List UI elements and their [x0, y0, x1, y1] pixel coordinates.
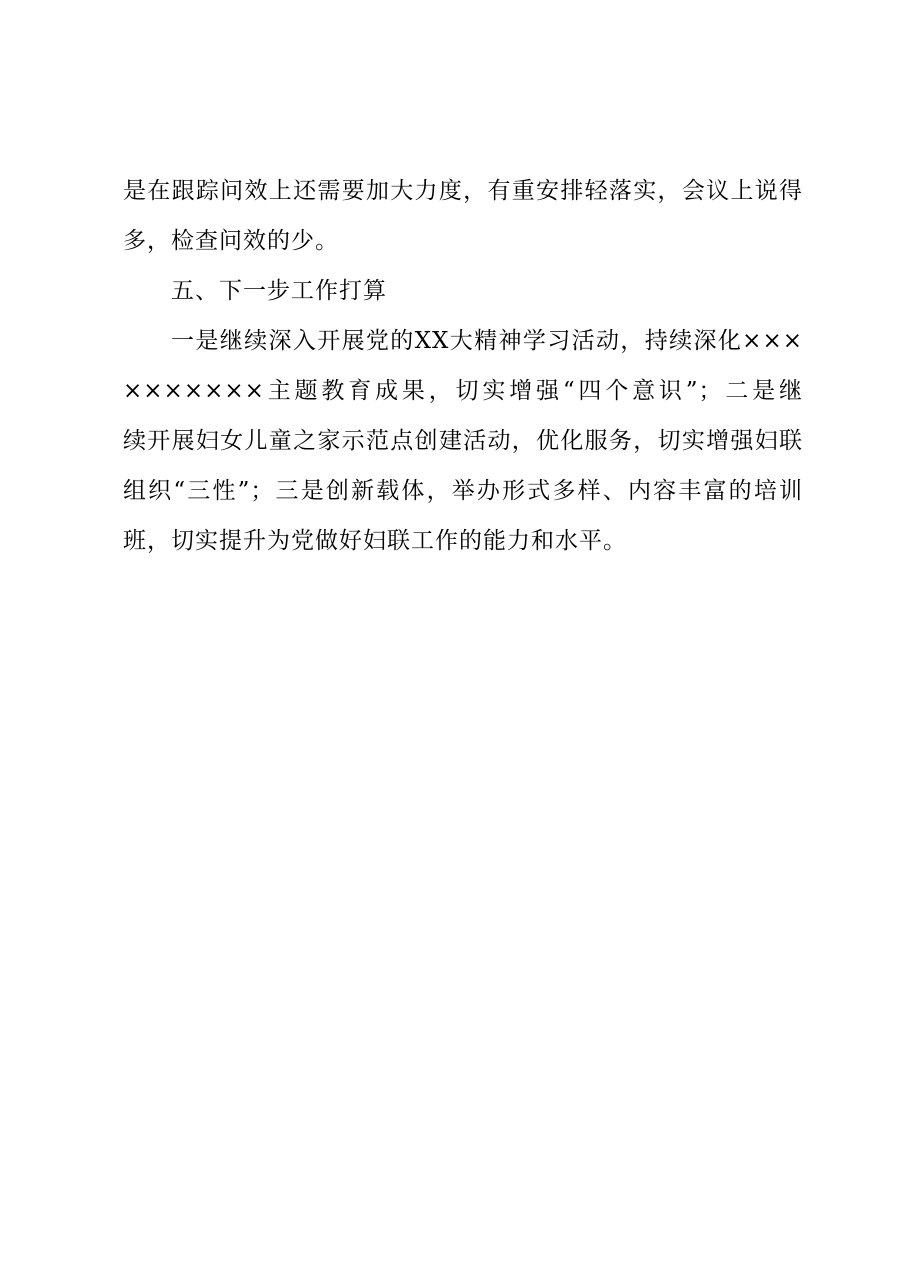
paragraph-line: 续开展妇女儿童之家示范点创建活动，优化服务，切实增强妇联 [123, 428, 803, 454]
section-heading: 五、下一步工作打算 [171, 278, 387, 304]
paragraph-line: 是在跟踪问效上还需要加大力度，有重安排轻落实，会议上说得 [123, 178, 803, 204]
paragraph-line: 班，切实提升为党做好妇联工作的能力和水平。 [123, 528, 627, 554]
paragraph-line: 组织“三性”；三是创新载体，举办形式多样、内容丰富的培训 [123, 478, 803, 504]
paragraph-line: 一是继续深入开展党的XX大精神学习活动，持续深化××× [171, 328, 803, 354]
document-body [123, 166, 803, 566]
paragraph-line: 多，检查问效的少。 [123, 228, 339, 254]
paragraph-line: ×××××××主题教育成果，切实增强“四个意识”；二是继 [123, 378, 803, 404]
